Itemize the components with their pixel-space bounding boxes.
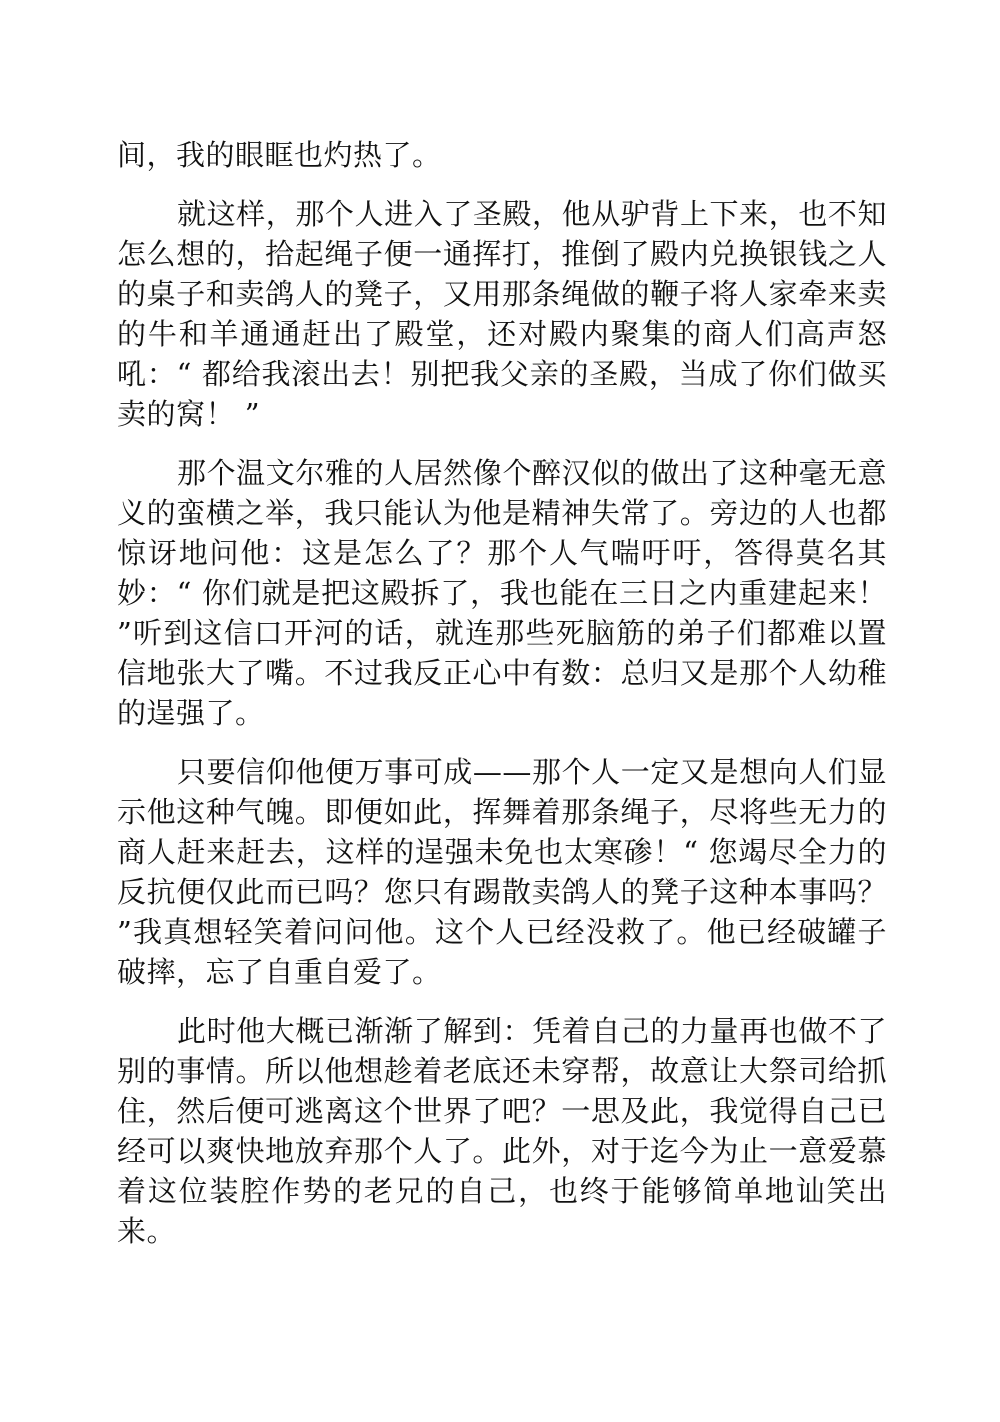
- paragraph: 那个温文尔雅的人居然像个醉汉似的做出了这种毫无意义的蛮横之举，我只能认为他是精神失常了。旁边的人也都惊讶地问他：这是怎么了？那个人气喘吁吁，答得莫名其妙：“ 你们就是把这殿拆了，我也能在三日之内重建起来！ ”听到这信口开河的话，就连那些死脑筋的弟子们都难以置信地张大了嘴。不过我反正心中有数：总归又是那个人幼稚的逞强了。: [117, 456, 887, 730]
- paragraph: 只要信仰他便万事可成——那个人一定又是想向人们显示他这种气魄。即便如此，挥舞着那条绳子，尽将些无力的商人赶来赶去，这样的逞强未免也太寒碜！“ 您竭尽全力的反抗便仅此而已吗？您只有踢散卖鸽人的凳子这种本事吗？ ”我真想轻笑着问问他。这个人已经没救了。他已经破罐子破摔，忘了自重自爱了。: [117, 755, 887, 989]
- paragraph: 此时他大概已渐渐了解到：凭着自己的力量再也做不了别的事情。所以他想趁着老底还未穿帮，故意让大祭司给抓住，然后便可逃离这个世界了吧？一思及此，我觉得自己已经可以爽快地放弃那个人了。此外，对于迄今为止一意爱慕着这位装腔作势的老兄的自己，也终于能够简单地讪笑出来。: [117, 1014, 887, 1248]
- body-text: [117, 135, 887, 1270]
- paragraph-continuation: 间，我的眼眶也灼热了。: [117, 138, 442, 172]
- paragraph: 就这样，那个人进入了圣殿，他从驴背上下来，也不知怎么想的，拾起绳子便一通挥打，推倒了殿内兑换银钱之人的桌子和卖鸽人的凳子，又用那条绳做的鞭子将人家牵来卖的牛和羊通通赶出了殿堂，还对殿内聚集的商人们高声怒吼：“ 都给我滚出去！别把我父亲的圣殿，当成了你们做买卖的窝！ ”: [117, 197, 887, 431]
